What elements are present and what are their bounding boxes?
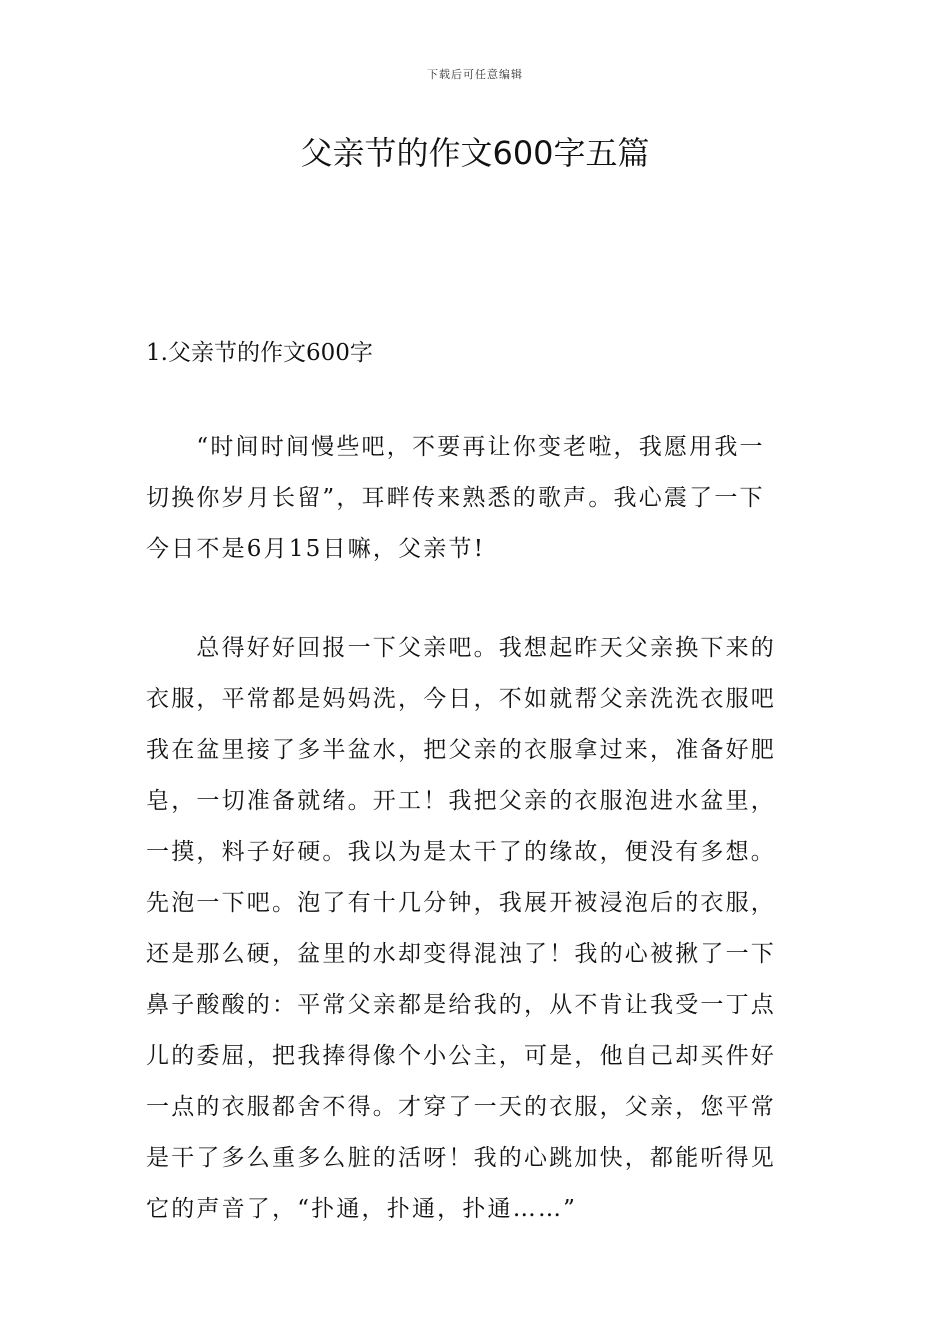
paragraph-line: 今日不是6月15日嘛，父亲节! bbox=[146, 536, 486, 562]
document-title: 父亲节的作文600字五篇 bbox=[300, 134, 650, 172]
section-heading: 1.父亲节的作文600字 bbox=[146, 340, 373, 366]
paragraph-1 bbox=[146, 422, 808, 575]
paragraph-line: 儿的委屈，把我捧得像个小公主，可是，他自己却买件好 bbox=[146, 1043, 776, 1069]
paragraph-line: 它的声音了，“扑通，扑通，扑通……” bbox=[146, 1196, 578, 1222]
paragraph-line: “时间时间慢些吧，不要再让你变老啦，我愿用我一 bbox=[146, 434, 765, 460]
paragraph-line: 还是那么硬，盆里的水却变得混浊了！我的心被揪了一下 bbox=[146, 941, 776, 967]
paragraph-line: 先泡一下吧。泡了有十几分钟，我展开被浸泡后的衣服， bbox=[146, 890, 776, 916]
paragraph-line: 一摸，料子好硬。我以为是太干了的缘故，便没有多想。 bbox=[146, 839, 776, 865]
paragraph-line: 总得好好回报一下父亲吧。我想起昨天父亲换下来的 bbox=[146, 635, 776, 661]
paragraph-line: 皂，一切准备就绪。开工！我把父亲的衣服泡进水盆里， bbox=[146, 788, 776, 814]
paragraph-line: 是干了多么重多么脏的活呀！我的心跳加快，都能听得见 bbox=[146, 1145, 776, 1171]
header-note: 下载后可任意编辑 bbox=[427, 68, 523, 81]
paragraph-line: 鼻子酸酸的：平常父亲都是给我的，从不肯让我受一丁点 bbox=[146, 992, 776, 1018]
paragraph-2 bbox=[146, 623, 808, 1235]
paragraph-line: 一点的衣服都舍不得。才穿了一天的衣服，父亲，您平常 bbox=[146, 1094, 776, 1120]
paragraph-line: 我在盆里接了多半盆水，把父亲的衣服拿过来，准备好肥 bbox=[146, 737, 776, 763]
paragraph-line: 切换你岁月长留”，耳畔传来熟悉的歌声。我心震了一下 bbox=[146, 485, 765, 511]
paragraph-line: 衣服，平常都是妈妈洗，今日，不如就帮父亲洗洗衣服吧 bbox=[146, 686, 776, 712]
